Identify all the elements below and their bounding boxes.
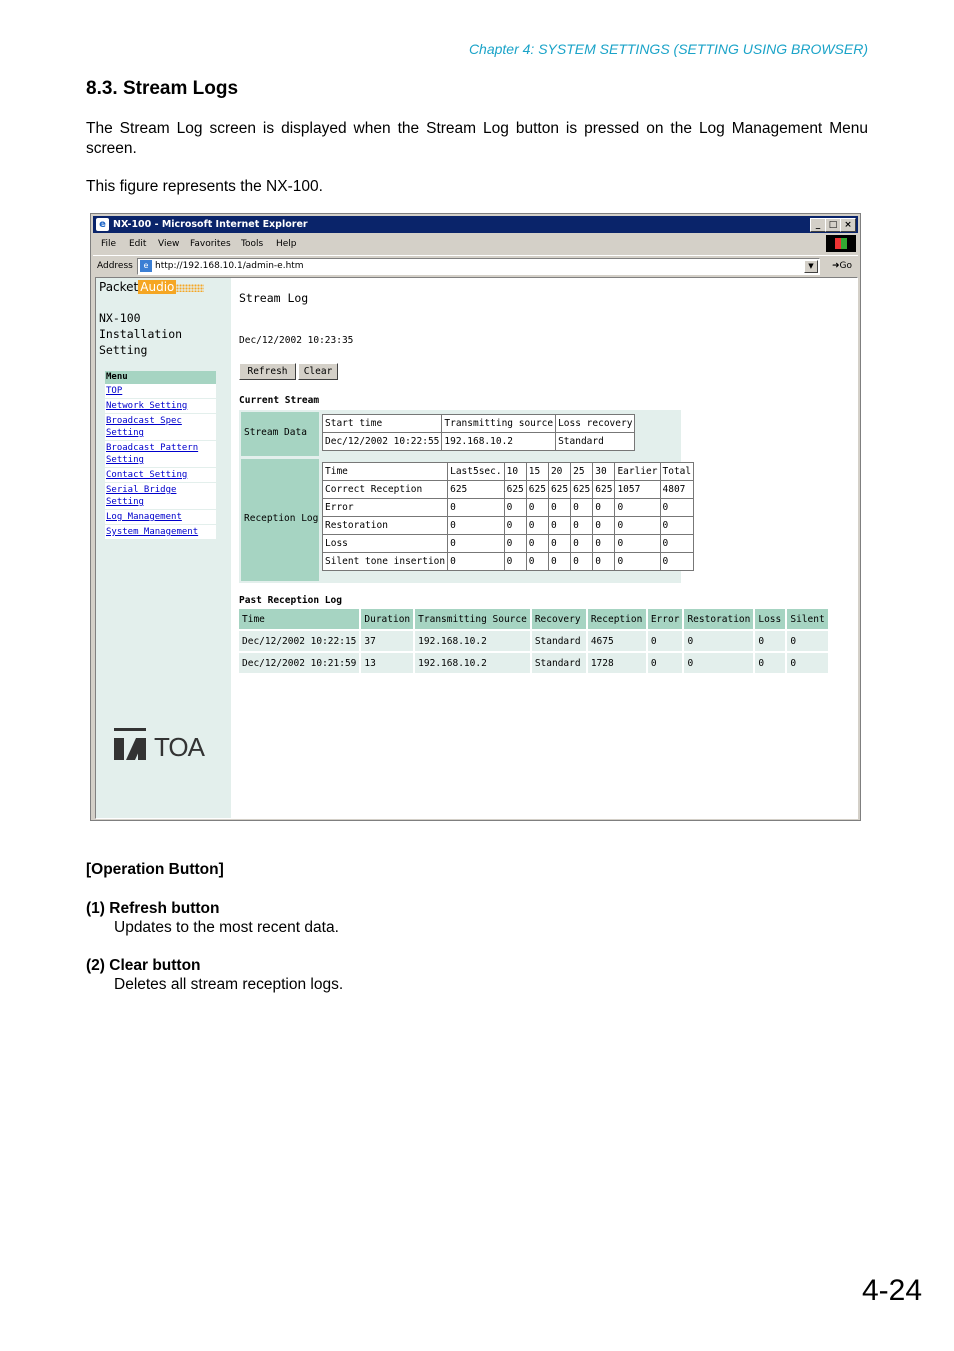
past-cell: Standard	[532, 631, 586, 651]
reception-cell: 0	[571, 535, 593, 553]
reception-cell: 1057	[615, 481, 660, 499]
past-header-cell: Reception	[588, 609, 646, 629]
nav-broadcast-spec[interactable]: Broadcast Spec Setting	[105, 414, 216, 441]
go-arrow-icon: ➜	[831, 261, 840, 271]
reception-cell: 0	[593, 517, 615, 535]
past-cell: 0	[755, 653, 785, 673]
past-header-cell: Loss	[755, 609, 785, 629]
stream-data-label-cell: Stream Data	[241, 412, 319, 456]
past-row	[239, 653, 828, 673]
reception-cell: 0	[615, 535, 660, 553]
current-stream-box	[239, 410, 692, 583]
installation-setting: Installation Setting	[99, 327, 183, 357]
title-bar	[93, 216, 858, 233]
past-cell: 0	[684, 631, 753, 651]
device-title	[99, 310, 231, 358]
reception-cell: Loss	[323, 535, 448, 553]
menu-edit[interactable]: Edit	[129, 239, 147, 249]
past-header-cell: Recovery	[532, 609, 586, 629]
past-header-cell: Duration	[361, 609, 413, 629]
stream-value-recovery: Standard	[556, 433, 635, 451]
past-cell: 0	[684, 653, 753, 673]
reception-header-cell: Time	[323, 463, 448, 481]
past-header-cell: Error	[648, 609, 683, 629]
reception-header-cell: Last5sec.	[448, 463, 504, 481]
ops-header: [Operation Button]	[86, 861, 224, 878]
past-reception-table	[237, 607, 830, 675]
reception-cell: 0	[448, 553, 504, 571]
past-cell: 0	[787, 631, 827, 651]
op-clear-desc: Deletes all stream reception logs.	[114, 976, 344, 993]
stream-value-source: 192.168.10.2	[442, 433, 556, 451]
op-refresh-desc: Updates to the most recent data.	[114, 919, 339, 936]
menu-help[interactable]: Help	[276, 239, 297, 249]
reception-cell: 0	[660, 535, 694, 553]
nav-broadcast-pattern[interactable]: Broadcast Pattern Setting	[105, 441, 216, 468]
reception-cell: 0	[448, 499, 504, 517]
intro-paragraph: The Stream Log screen is displayed when the Stream Log button is pressed on the Log Management Menu screen.	[86, 120, 868, 157]
chevron-down-icon[interactable]: ▼	[804, 260, 818, 273]
op-refresh	[86, 899, 339, 937]
past-cell: 0	[648, 653, 683, 673]
reception-cell: 0	[526, 517, 548, 535]
past-cell: 4675	[588, 631, 646, 651]
sidebar	[96, 278, 231, 818]
stream-header-source: Transmitting source	[442, 415, 556, 433]
reception-cell: 0	[504, 535, 526, 553]
nav-log-management[interactable]: Log Management	[105, 510, 216, 525]
chapter-header: Chapter 4: SYSTEM SETTINGS (SETTING USING BROWSER)	[468, 41, 868, 57]
reception-cell: 0	[548, 517, 570, 535]
past-header-cell: Silent	[787, 609, 827, 629]
stream-value-start: Dec/12/2002 10:22:55	[323, 433, 442, 451]
past-header-cell: Restoration	[684, 609, 753, 629]
minimize-icon[interactable]: _	[810, 218, 826, 232]
op-refresh-title: (1) Refresh button	[86, 900, 220, 917]
reception-cell: 625	[593, 481, 615, 499]
reception-cell: Error	[323, 499, 448, 517]
reception-cell: Silent tone insertion	[323, 553, 448, 571]
reception-cell: 0	[571, 517, 593, 535]
reception-cell: 0	[571, 553, 593, 571]
reception-cell: 0	[615, 517, 660, 535]
past-cell: 13	[361, 653, 413, 673]
past-cell: 192.168.10.2	[415, 631, 530, 651]
reception-cell: 0	[448, 535, 504, 553]
stream-header-recovery: Loss recovery	[556, 415, 635, 433]
reception-cell: 0	[448, 517, 504, 535]
reception-cell: 0	[571, 499, 593, 517]
reception-header-cell: Earlier	[615, 463, 660, 481]
nav-menu	[105, 371, 216, 540]
address-label: Address	[97, 261, 133, 271]
timestamp: Dec/12/2002 10:23:35	[239, 335, 354, 346]
reception-cell: 0	[548, 535, 570, 553]
toa-logo	[114, 728, 210, 762]
reception-row	[323, 481, 694, 499]
page-icon: e	[140, 260, 152, 272]
reception-header-cell: Total	[660, 463, 694, 481]
reception-cell: 0	[660, 517, 694, 535]
reception-cell: 0	[548, 553, 570, 571]
reception-header-cell: 25	[571, 463, 593, 481]
refresh-button[interactable]: Refresh	[239, 363, 296, 380]
op-clear	[86, 956, 343, 994]
windows-logo-icon	[826, 235, 856, 252]
past-cell: Dec/12/2002 10:21:59	[239, 653, 359, 673]
menu-header: Menu	[105, 371, 216, 384]
past-row	[239, 631, 828, 651]
reception-cell: 0	[526, 553, 548, 571]
reception-cell: 0	[504, 553, 526, 571]
clear-button[interactable]: Clear	[298, 363, 338, 380]
nav-contact-setting[interactable]: Contact Setting	[105, 468, 216, 483]
close-icon[interactable]: ×	[840, 218, 856, 232]
menu-file[interactable]: File	[101, 239, 117, 249]
reception-row	[323, 517, 694, 535]
reception-header-row	[323, 463, 694, 481]
maximize-icon[interactable]: □	[825, 218, 841, 232]
toa-logo-text: TOA	[154, 732, 204, 762]
stream-data-table	[322, 414, 635, 451]
nav-serial-bridge[interactable]: Serial Bridge Setting	[105, 483, 216, 510]
reception-cell: 4807	[660, 481, 694, 499]
address-input[interactable]	[137, 258, 820, 275]
reception-header-cell: 10	[504, 463, 526, 481]
menu-tools[interactable]: Tools	[241, 239, 264, 249]
stream-data-header-row	[323, 415, 635, 433]
reception-header-cell: 15	[526, 463, 548, 481]
op-clear-title: (2) Clear button	[86, 957, 201, 974]
go-button[interactable]: ➜Go	[831, 261, 852, 271]
reception-cell: Restoration	[323, 517, 448, 535]
nav-network-setting[interactable]: Network Setting	[105, 399, 216, 414]
reception-cell: 0	[615, 553, 660, 571]
figure-note: This figure represents the NX-100.	[86, 178, 323, 195]
past-reception-heading: Past Reception Log	[239, 595, 342, 606]
reception-cell: 0	[526, 499, 548, 517]
reception-table	[322, 462, 694, 571]
past-cell: 0	[648, 631, 683, 651]
reception-cell: 625	[548, 481, 570, 499]
past-cell: Standard	[532, 653, 586, 673]
reception-cell: Correct Reception	[323, 481, 448, 499]
reception-cell: 0	[526, 535, 548, 553]
reception-row	[323, 535, 694, 553]
reception-cell: 0	[660, 553, 694, 571]
section-title: 8.3. Stream Logs	[86, 78, 239, 99]
model-name: NX-100	[99, 311, 141, 325]
ie-icon: e	[96, 218, 109, 231]
reception-header-cell: 30	[593, 463, 615, 481]
reception-cell: 0	[504, 517, 526, 535]
past-cell: 0	[787, 653, 827, 673]
reception-cell: 625	[526, 481, 548, 499]
reception-cell: 0	[593, 499, 615, 517]
past-cell: 1728	[588, 653, 646, 673]
nav-top[interactable]: TOP	[105, 384, 216, 399]
past-cell: 37	[361, 631, 413, 651]
nav-system-management[interactable]: System Management	[105, 525, 216, 540]
past-header-cell: Time	[239, 609, 359, 629]
past-header-cell: Transmitting Source	[415, 609, 530, 629]
menu-favorites[interactable]: Favorites	[190, 239, 231, 249]
page-number: 4-24	[861, 1274, 922, 1307]
reception-cell: 0	[615, 499, 660, 517]
reception-log-label-cell: Reception Log	[241, 459, 319, 581]
reception-header-cell: 20	[548, 463, 570, 481]
past-header-row	[239, 609, 828, 629]
reception-cell: 0	[660, 499, 694, 517]
reception-cell: 0	[548, 499, 570, 517]
stream-data-value-row	[323, 433, 635, 451]
address-bar	[93, 255, 858, 276]
reception-row	[323, 499, 694, 517]
reception-cell: 625	[448, 481, 504, 499]
reception-cell: 0	[593, 553, 615, 571]
stream-header-start: Start time	[323, 415, 442, 433]
past-cell: Dec/12/2002 10:22:15	[239, 631, 359, 651]
menu-view[interactable]: View	[158, 239, 180, 249]
reception-cell: 625	[504, 481, 526, 499]
reception-cell: 625	[571, 481, 593, 499]
packet-audio-logo: Packet Audio	[99, 280, 204, 294]
url-text: http://192.168.10.1/admin-e.htm	[155, 261, 304, 271]
past-cell: 192.168.10.2	[415, 653, 530, 673]
menu-bar	[93, 235, 858, 253]
current-stream-heading: Current Stream	[239, 395, 320, 406]
page-title: Stream Log	[239, 291, 309, 305]
reception-cell: 0	[504, 499, 526, 517]
past-cell: 0	[755, 631, 785, 651]
page-viewport	[95, 277, 858, 819]
reception-row	[323, 553, 694, 571]
browser-window	[90, 213, 861, 821]
reception-cell: 0	[593, 535, 615, 553]
window-title: NX-100 - Microsoft Internet Explorer	[113, 219, 308, 230]
